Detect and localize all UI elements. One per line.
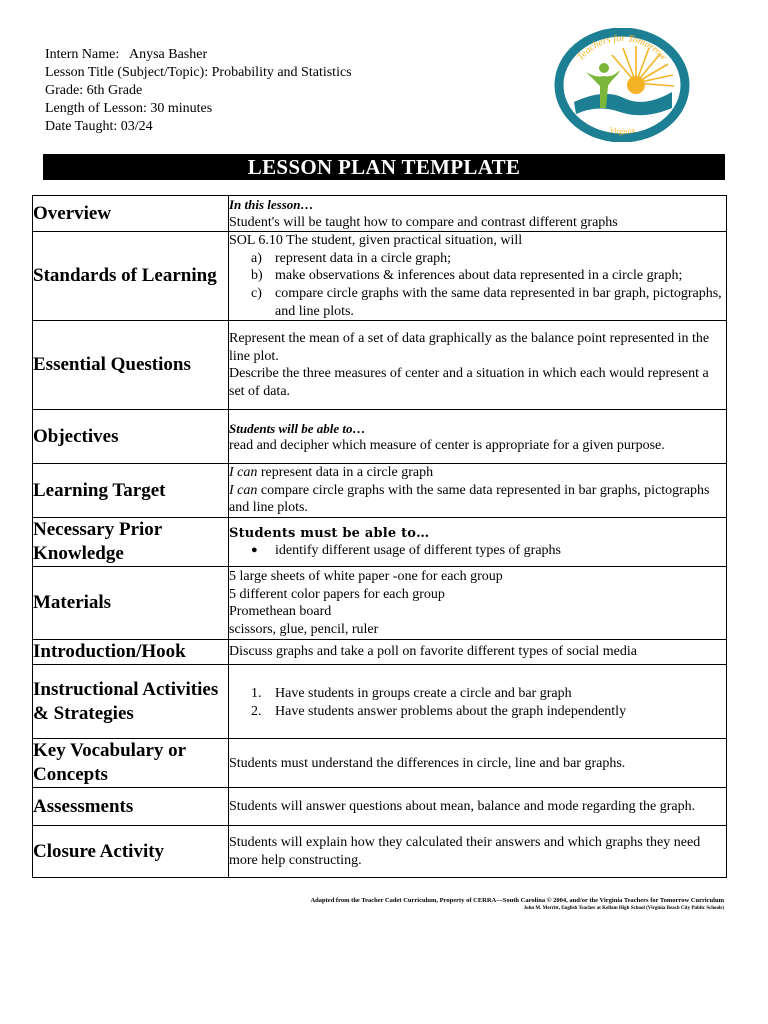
list-item bbox=[229, 267, 726, 285]
content-text: compare circle graphs with the same data represented in bar graphs, pictographs and line plots. bbox=[229, 482, 710, 516]
list-marker: a) bbox=[251, 250, 262, 266]
list-item bbox=[229, 685, 726, 703]
row-materials bbox=[33, 567, 727, 640]
row-content bbox=[229, 321, 727, 410]
content-line bbox=[229, 482, 726, 517]
row-content bbox=[229, 518, 727, 567]
logo-arc-text: Teachers for Tomorrow bbox=[575, 32, 669, 63]
footer-author: John M. Merritt, English Teacher at Kellam High School (Virginia Beach City Public Schools) bbox=[523, 906, 724, 911]
intern-name: Intern Name: Anysa Basher bbox=[45, 47, 208, 62]
grade: Grade: 6th Grade bbox=[45, 83, 143, 98]
row-content bbox=[229, 826, 727, 878]
list-text: identify different usage of different types of graphs bbox=[275, 543, 562, 559]
list-marker: 2. bbox=[251, 703, 262, 719]
row-content bbox=[229, 665, 727, 739]
lead-text: Students must be able to… bbox=[229, 525, 430, 541]
i-can-text: I can bbox=[229, 465, 258, 481]
lesson-header bbox=[45, 46, 352, 136]
content-line: 5 large sheets of white paper -one for each group bbox=[229, 569, 503, 584]
content-line: Represent the mean of a set of data graphically as the balance point represented in the line plot. bbox=[229, 331, 710, 364]
sun-icon bbox=[627, 76, 645, 94]
row-essential-questions bbox=[33, 321, 727, 410]
row-introduction bbox=[33, 640, 727, 665]
content-line: Student's will be taught how to compare and contrast different graphs bbox=[229, 214, 618, 230]
content-line: Students will answer questions about mean, balance and mode regarding the graph. bbox=[229, 798, 696, 814]
row-instructional-activities bbox=[33, 665, 727, 739]
content-text: represent data in a circle graph bbox=[257, 465, 434, 481]
row-label: Key Vocabulary or Concepts bbox=[33, 739, 229, 788]
row-label: Closure Activity bbox=[33, 826, 229, 878]
list-text: represent data in a circle graph; bbox=[275, 250, 452, 266]
row-standards bbox=[33, 232, 727, 321]
row-label: Learning Target bbox=[33, 464, 229, 518]
row-overview bbox=[33, 196, 727, 232]
logo-bottom-text: Virginia bbox=[608, 125, 636, 136]
list-marker: b) bbox=[251, 268, 263, 284]
content-line: read and decipher which measure of center is appropriate for a given purpose. bbox=[229, 438, 665, 454]
list-marker: 1. bbox=[251, 686, 262, 702]
footer-attribution: Adapted from the Teacher Cadet Curriculum, Property of CERRA—South Carolina © 2004, and/or the Virginia Teachers for Tomorrow Curriculum bbox=[310, 897, 724, 904]
lesson-title: Lesson Title (Subject/Topic): Probability and Statistics bbox=[45, 65, 352, 80]
list-text: Have students in groups create a circle and bar graph bbox=[275, 686, 572, 702]
lesson-plan-table bbox=[32, 195, 727, 878]
row-objectives bbox=[33, 410, 727, 464]
row-learning-target bbox=[33, 464, 727, 518]
i-can-text: I can bbox=[229, 482, 258, 498]
list-marker: c) bbox=[251, 285, 262, 301]
row-content bbox=[229, 567, 727, 640]
row-key-vocabulary bbox=[33, 739, 727, 788]
list-item bbox=[229, 285, 726, 320]
person-head-icon bbox=[599, 63, 609, 73]
river-icon bbox=[574, 92, 672, 115]
content-line: Discuss graphs and take a poll on favorite different types of social media bbox=[229, 644, 637, 660]
row-content bbox=[229, 739, 727, 788]
lesson-length: Length of Lesson: 30 minutes bbox=[45, 101, 213, 116]
list-text: Have students answer problems about the graph independently bbox=[275, 703, 627, 719]
row-label: Assessments bbox=[33, 788, 229, 826]
content-line: Students will explain how they calculated their answers and which graphs they need more help constructing. bbox=[229, 835, 701, 868]
content-line bbox=[229, 464, 726, 482]
content-line: Students must understand the differences in circle, line and bar graphs. bbox=[229, 755, 626, 771]
row-assessments bbox=[33, 788, 727, 826]
row-content bbox=[229, 464, 727, 518]
list-text: compare circle graphs with the same data represented in bar graph, pictographs, and line plots. bbox=[275, 285, 722, 319]
lead-text: In this lesson… bbox=[229, 197, 314, 212]
row-label: Essential Questions bbox=[33, 321, 229, 410]
row-content bbox=[229, 196, 727, 232]
list-item bbox=[229, 703, 726, 721]
row-closure bbox=[33, 826, 727, 878]
list-item bbox=[229, 542, 726, 560]
list-item bbox=[229, 250, 726, 268]
row-content bbox=[229, 788, 727, 826]
list-text: make observations & inferences about data represented in a circle graph; bbox=[275, 268, 683, 284]
row-label: Materials bbox=[33, 567, 229, 640]
lead-text: Students will be able to… bbox=[229, 420, 366, 436]
row-label: Instructional Activities & Strategies bbox=[33, 665, 229, 739]
row-label: Objectives bbox=[33, 410, 229, 464]
content-line: 5 different color papers for each group bbox=[229, 586, 445, 602]
date-taught: Date Taught: 03/24 bbox=[45, 119, 153, 134]
lesson-plan-banner: LESSON PLAN TEMPLATE bbox=[43, 154, 725, 180]
content-line: Promethean board bbox=[229, 604, 332, 620]
row-content bbox=[229, 640, 727, 665]
bullet-icon: ● bbox=[251, 544, 258, 557]
teachers-for-tomorrow-logo bbox=[554, 28, 690, 142]
row-label: Overview bbox=[33, 196, 229, 232]
row-label: Necessary Prior Knowledge bbox=[33, 518, 229, 567]
content-line: SOL 6.10 The student, given practical situation, will bbox=[229, 233, 523, 249]
row-prior-knowledge bbox=[33, 518, 727, 567]
content-line: scissors, glue, pencil, ruler bbox=[229, 621, 379, 637]
row-content bbox=[229, 410, 727, 464]
content-line: Describe the three measures of center and a situation in which each would represent a set of data. bbox=[229, 366, 709, 399]
row-label: Introduction/Hook bbox=[33, 640, 229, 665]
row-content bbox=[229, 232, 727, 321]
row-label: Standards of Learning bbox=[33, 232, 229, 321]
